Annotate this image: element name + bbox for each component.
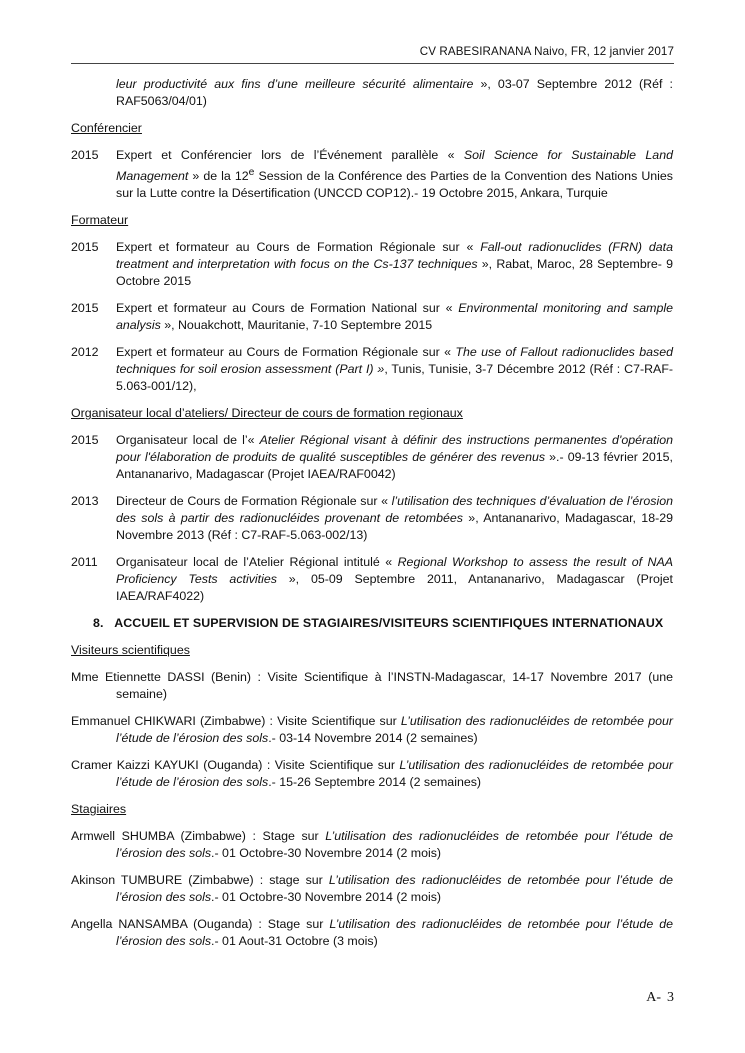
section-8-title: 8. ACCUEIL ET SUPERVISION DE STAGIAIRES/VISITEURS SCIENTIFIQUES INTERNATIONAUX — [93, 616, 664, 631]
entry-year: 2015 — [71, 240, 99, 255]
entry-year: 2015 — [71, 148, 99, 162]
heading-conferencier: Conférencier — [71, 121, 142, 135]
entry-text: Organisateur local de l’« Atelier Régional visant à définir des instructions permanentes d'opération pour l'élaboration de produits de qualité susceptibles de générer des revenus ».- 09-13 février 2015, Antananarivo, Madagascar (Projet IAEA/RAF0042) — [116, 433, 673, 482]
conferencier-entry — [71, 147, 673, 202]
header-divider — [71, 63, 674, 64]
visitor-entry: Emmanuel CHIKWARI (Zimbabwe) : Visite Scientifique sur L’utilisation des radionucléides de retombée pour l’étude de l’érosion des sols.- 03-14 Novembre 2014 (2 semaines) — [71, 714, 674, 746]
entry-text: Expert et formateur au Cours de Formation Régionale sur « The use of Fallout radionuclides based techniques for soil erosion assessment (Part I) », Tunis, Tunisie, 3-7 Décembre 2012 (Réf : C7-RAF-5.063-001/12), — [116, 345, 674, 394]
document-body — [71, 76, 673, 960]
intern-entry: Akinson TUMBURE (Zimbabwe) : stage sur L’utilisation des radionucléides de retombée pour l’étude de l’érosion des sols.- 01 Octobre-30 Novembre 2014 (2 mois) — [71, 873, 673, 905]
intern-entry: Armwell SHUMBA (Zimbabwe) : Stage sur L’utilisation des radionucléides de retombée pour l’étude de l’érosion des sols.- 01 Octobre-30 Novembre 2014 (2 mois) — [71, 829, 673, 861]
heading-formateur: Formateur — [71, 213, 129, 228]
page-header: CV RABESIRANANA Naivo, FR, 12 janvier 2017 — [419, 45, 674, 58]
continuation-rest: », 03-07 Septembre 2012 (Réf : RAF5063/04/01) — [116, 77, 673, 108]
organisateur-entry — [71, 432, 673, 483]
entry-text: Expert et formateur au Cours de Formation Régionale sur « Fall-out radionuclides (FRN) data treatment and interpretation with focus on the Cs-137 techniques », Rabat, Maroc, 28 Septembre- 9 Octobre 2015 — [116, 240, 674, 289]
heading-stagiaires: Stagiaires — [71, 802, 127, 817]
intern-entry: Angella NANSAMBA (Ouganda) : Stage sur L’utilisation des radionucléides de retombée pour l’étude de l’érosion des sols.- 01 Aout-31 Octobre (3 mois) — [71, 917, 673, 949]
formateur-entry — [71, 344, 673, 395]
entry-text: Expert et Conférencier lors de l’Événement parallèle « Soil Science for Sustainable Land Management » de la 12e Session de la Conférence des Parties de la Convention des Nations Unies sur la Lutte contre la Désertification (UNCCD COP12).- 19 Octobre 2015, Ankara, Turquie — [116, 148, 674, 201]
continuation-paragraph — [116, 76, 673, 110]
entry-year: 2015 — [71, 301, 99, 316]
visitor-entry: Mme Etiennette DASSI (Benin) : Visite Scientifique à l’INSTN-Madagascar, 14-17 Novembre 2017 (une semaine) — [71, 670, 673, 702]
formateur-entry — [71, 239, 673, 290]
page-value: 3 — [667, 990, 674, 1005]
organisateur-entry — [71, 554, 673, 605]
entry-year: 2011 — [71, 555, 98, 570]
organisateur-entry — [71, 493, 673, 544]
formateur-entry — [71, 300, 673, 334]
page-number — [640, 989, 674, 1006]
continuation-italic: leur productivité aux fins d’une meilleure sécurité alimentaire — [116, 77, 474, 91]
entry-year: 2013 — [71, 494, 99, 509]
entry-text: Expert et formateur au Cours de Formation National sur « Environmental monitoring and sample analysis », Nouakchott, Mauritanie, 7-10 Septembre 2015 — [116, 301, 673, 333]
heading-organisateur: Organisateur local d’ateliers/ Directeur de cours de formation regionaux — [71, 406, 463, 421]
heading-visiteurs: Visiteurs scientifiques — [71, 643, 190, 658]
entry-text: Organisateur local de l’Atelier Régional intitulé « Regional Workshop to assess the result of NAA Proficiency Tests activities », 05-09 Septembre 2011, Antananarivo, Madagascar (Projet IAEA/RAF4022) — [116, 555, 673, 604]
entry-year: 2015 — [71, 433, 99, 448]
visitor-entry: Cramer Kaizzi KAYUKI (Ouganda) : Visite Scientifique sur L’utilisation des radionucléides de retombée pour l’étude de l’érosion des sols.- 15-26 Septembre 2014 (2 semaines) — [71, 758, 674, 790]
entry-text: Directeur de Cours de Formation Régionale sur « l’utilisation des techniques d’évaluation de l’érosion des sols à partir des radionucléides provenant de retombées », Antananarivo, Madagascar, 18-29 Novembre 2013 (Réf : C7-RAF-5.063-002/13) — [116, 494, 673, 543]
entry-year: 2012 — [71, 345, 99, 360]
page-label: A- — [646, 990, 661, 1005]
